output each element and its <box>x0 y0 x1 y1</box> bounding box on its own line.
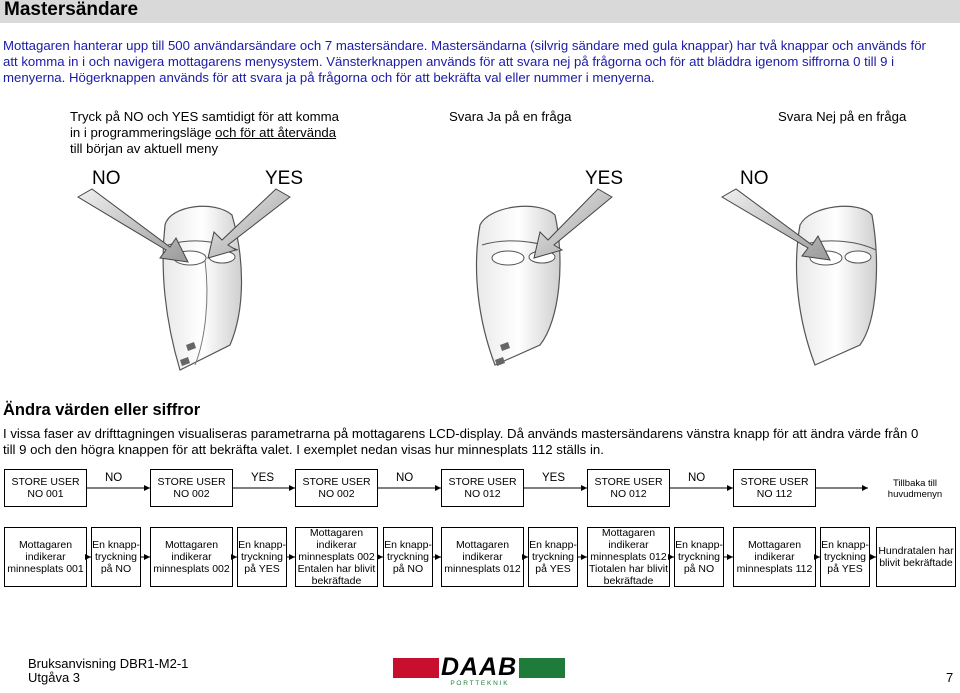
arrowhead <box>727 554 733 560</box>
box-line: STORE USER <box>302 476 371 488</box>
box-line: indikerar <box>462 551 503 563</box>
arrow-label: NO <box>396 472 414 484</box>
arrow-label: NO <box>688 472 706 484</box>
page-title: Mastersändare <box>4 0 139 20</box>
box-line: Tiotalen har blivit <box>589 563 668 575</box>
box-line: NO 112 <box>756 488 793 500</box>
footer-doc: Bruksanvisning DBR1-M2-1 <box>28 656 189 671</box>
box-line: indikerar <box>316 539 357 551</box>
box-line: tryckning <box>94 551 137 563</box>
box-line: minnesplats 012 <box>444 563 521 575</box>
label-yes-middle: YES <box>585 168 624 189</box>
box-line: En knapp- <box>384 539 432 551</box>
box-line: STORE USER <box>11 476 80 488</box>
box-line: Mottagaren <box>18 539 73 551</box>
box-line: STORE USER <box>448 476 517 488</box>
box-line: indikerar <box>608 539 649 551</box>
box-line: STORE USER <box>157 476 226 488</box>
arrowhead <box>727 485 733 491</box>
intro-line-3: menyerna. Högerknappen används för att svara ja på frågorna och för att bekräfta val eller nummer i menyerna. <box>3 70 655 85</box>
box-line: minnesplats 001 <box>7 563 84 575</box>
label-no-left: NO <box>92 168 121 189</box>
box-line: STORE USER <box>594 476 663 488</box>
box-line: Hundratalen har <box>878 545 954 557</box>
arrowhead <box>668 554 674 560</box>
caption-left-2b: och för att återvända <box>215 125 337 140</box>
end-label-line: Tillbaka till <box>893 478 937 489</box>
box-line: En knapp- <box>529 539 577 551</box>
box-line: En knapp- <box>675 539 723 551</box>
box-line: Mottagaren <box>601 527 656 539</box>
arrowhead <box>435 554 441 560</box>
logo-text: DAAB <box>441 653 518 681</box>
box-line: tryckning <box>531 551 574 563</box>
box-line: indikerar <box>754 551 795 563</box>
box-line: på NO <box>392 563 424 575</box>
box-line: NO 012 <box>464 488 501 500</box>
box-line: NO 001 <box>27 488 64 500</box>
box-line: STORE USER <box>740 476 809 488</box>
intro-line-2: att komma in i och navigera mottagarens menysystem. Vänsterknappen används för att svara nej på frågorna och för att bläddra igenom siffrorna 0 till 9 i <box>3 54 895 69</box>
arrowhead <box>85 554 91 560</box>
box-line: Entalen har blivit <box>297 563 376 575</box>
arrowhead <box>862 485 868 491</box>
box-line: minnesplats 002 <box>298 551 375 563</box>
caption-left-2a: in i programmeringsläge <box>70 125 216 140</box>
box-line: tryckning <box>823 551 866 563</box>
caption-left-1: Tryck på NO och YES samtidigt för att komma <box>70 109 339 124</box>
box-line: En knapp- <box>821 539 869 551</box>
intro-line-1: Mottagaren hanterar upp till 500 användarsändare och 7 mastersändare. Mastersändarna (silvrig sändare med gula knappar) har två knappar och används för <box>3 38 926 53</box>
arrowhead <box>377 554 383 560</box>
arrow-label: YES <box>251 472 275 484</box>
box-line: minnesplats 012 <box>590 551 667 563</box>
arrow-label: YES <box>542 472 566 484</box>
box-line: NO 002 <box>318 488 355 500</box>
box-line: tryckning <box>677 551 720 563</box>
box-line: bekräftade <box>311 575 362 587</box>
arrowhead <box>144 485 150 491</box>
box-line: Mottagaren <box>455 539 510 551</box>
box-line: på NO <box>683 563 715 575</box>
box-line: Mottagaren <box>747 539 802 551</box>
end-label-line: huvudmenyn <box>887 489 943 500</box>
box-line: indikerar <box>25 551 66 563</box>
label-yes-left: YES <box>265 168 304 189</box>
arrowhead <box>581 554 587 560</box>
box-line: NO 012 <box>610 488 647 500</box>
arrowhead <box>435 485 441 491</box>
arrowhead <box>144 554 150 560</box>
box-line: minnesplats 112 <box>736 563 813 575</box>
arrowhead <box>581 485 587 491</box>
section-title: Ändra värden eller siffror <box>3 401 201 419</box>
daab-logo <box>393 653 565 690</box>
box-line: Mottagaren <box>164 539 219 551</box>
box-line: tryckning <box>386 551 429 563</box>
footer-page: 7 <box>946 670 954 685</box>
arrowhead <box>231 554 237 560</box>
box-line: på YES <box>244 563 280 575</box>
arrowhead <box>870 554 876 560</box>
section-line-1: I vissa faser av drifttagningen visualiseras parametrarna på mottagarens LCD-display. Då används mastersändarens vänstra knapp för att ändra värde från 0 <box>3 426 919 441</box>
box-line: blivit bekräftade <box>879 557 953 569</box>
box-line: NO 002 <box>173 488 210 500</box>
caption-middle: Svara Ja på en fråga <box>449 109 572 124</box>
arrowhead <box>289 554 295 560</box>
arrowhead <box>289 485 295 491</box>
arrowhead <box>522 554 528 560</box>
section-line-2: till 9 och den högra knappen för att bekräfta valet. I exemplet nedan visas hur minnesplats 112 ställs in. <box>3 442 604 457</box>
box-line: Mottagaren <box>309 527 364 539</box>
caption-right: Svara Nej på en fråga <box>778 109 907 124</box>
box-line: minnesplats 002 <box>153 563 230 575</box>
box-line: bekräftade <box>603 575 654 587</box>
box-line: tryckning <box>240 551 283 563</box>
caption-left-3: till början av aktuell meny <box>70 141 219 156</box>
box-line: på YES <box>535 563 571 575</box>
box-line: En knapp- <box>92 539 140 551</box>
logo-subtext: P O R T T E K N I K <box>450 680 508 687</box>
arrowhead <box>814 554 820 560</box>
box-line: på NO <box>100 563 132 575</box>
box-line: En knapp- <box>238 539 286 551</box>
box-line: indikerar <box>171 551 212 563</box>
arrow-label: NO <box>105 472 123 484</box>
box-line: på YES <box>827 563 863 575</box>
footer-edition: Utgåva 3 <box>28 670 81 685</box>
label-no-right: NO <box>740 168 769 189</box>
